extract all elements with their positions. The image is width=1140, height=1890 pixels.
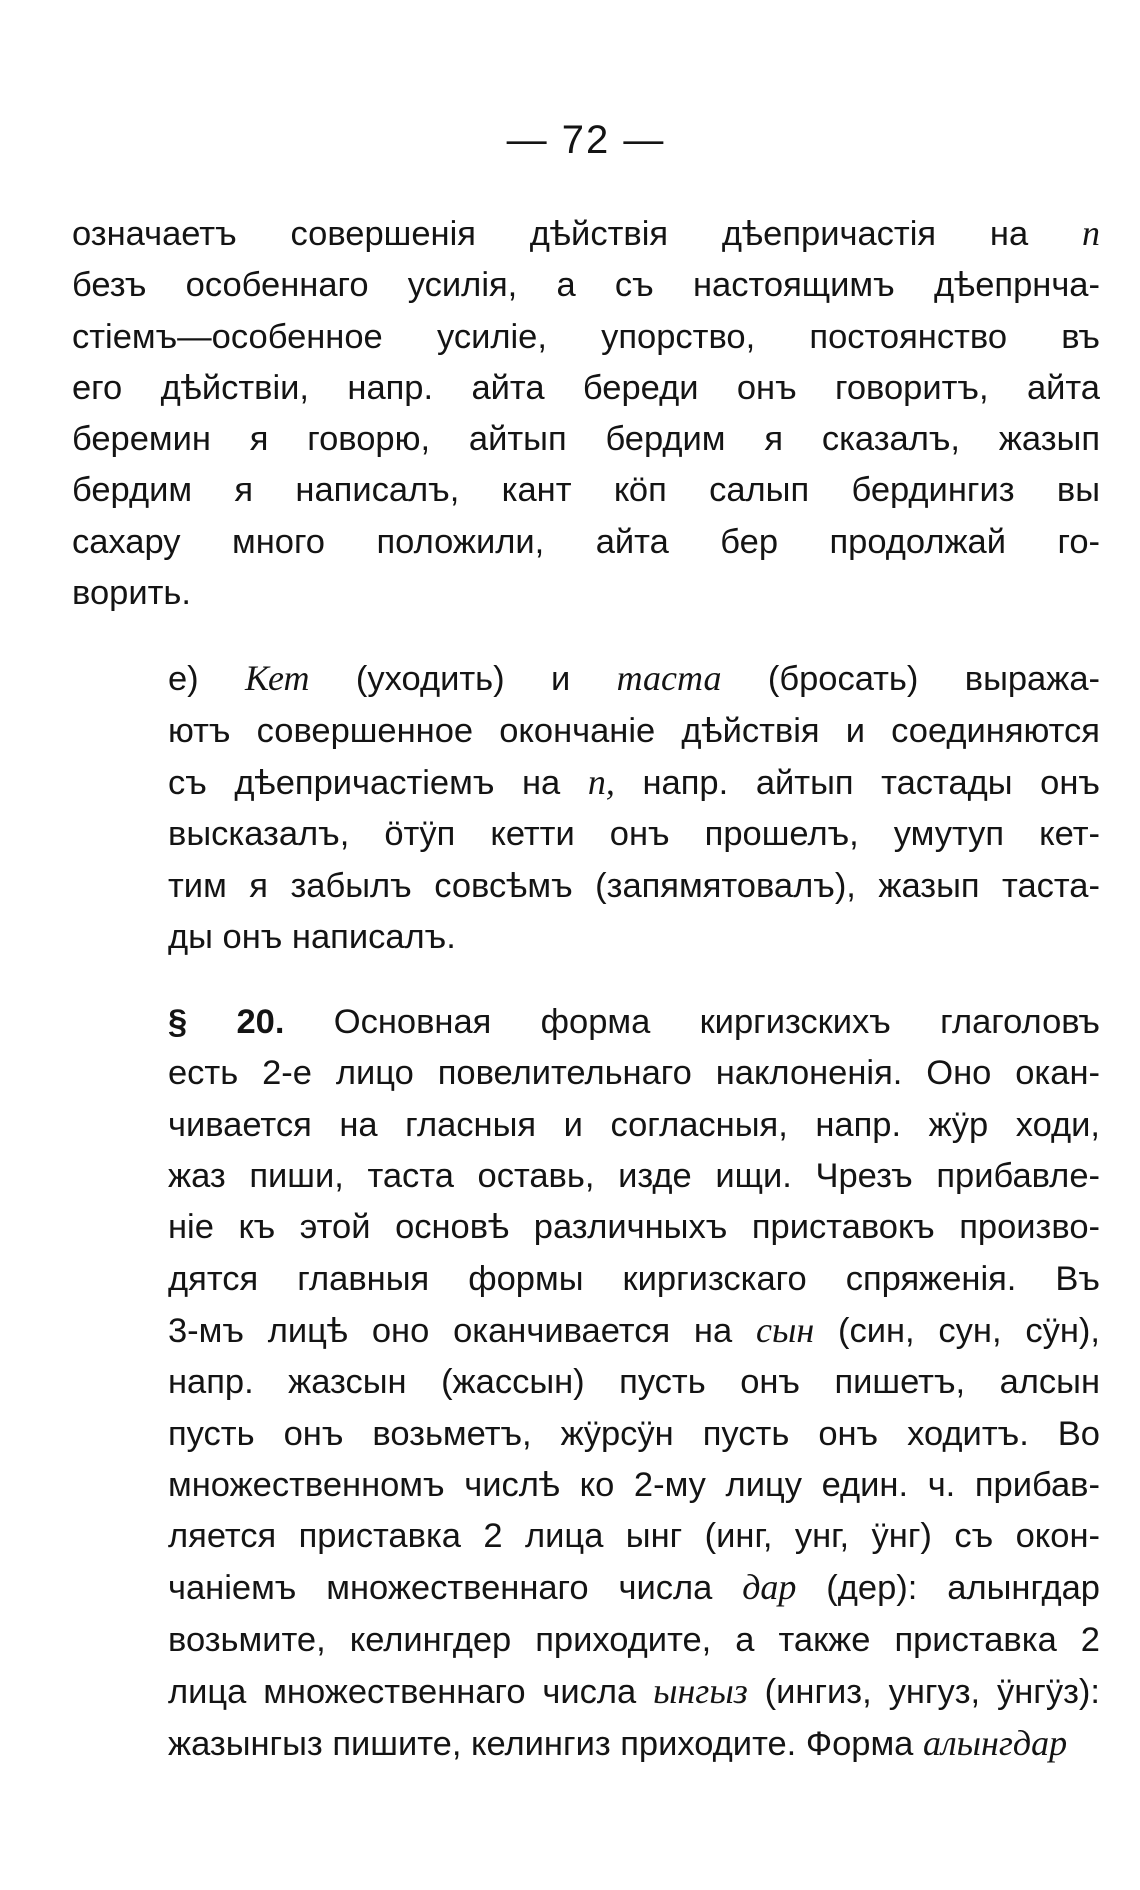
text-line: е) Кет (уходить) и таста (бросать) выража- (168, 658, 1101, 699)
text-line: ніе къ этой основѣ различныхъ приставокъ произво- (168, 1208, 1100, 1247)
italic-term: алынгдар (922, 1723, 1068, 1764)
text-line: ворить. (72, 574, 191, 613)
text-line: есть 2-е лицо повелительнаго наклоненія. Оно окан- (168, 1054, 1100, 1093)
text-line: бердим я написалъ, кант кöп салып бердингиз вы (72, 471, 1100, 510)
text-line: § 20. Основная форма киргизскихъ глаголовъ (168, 1003, 1100, 1042)
italic-term: таста (616, 658, 722, 699)
text-line: лица множественнаго числа ынгыз (ингиз, унгуз, ӱнгӱз): (168, 1671, 1100, 1712)
document-page (72, 112, 1100, 1771)
paragraph-1 (72, 208, 1100, 619)
text-line: возьмите, келингдер приходите, а также приставка 2 (168, 1620, 1100, 1659)
paragraph-3 (72, 997, 1100, 1770)
text-line: ды онъ написалъ. (168, 917, 456, 956)
section-number: § 20. (168, 1003, 285, 1042)
text-line: съ дѣепричастіемъ на п, напр. айтып тастады онъ (168, 761, 1100, 802)
text-line: сахару много положили, айта бер продолжай го- (72, 522, 1100, 561)
text-line: ляется приставка 2 лица ынг (инг, унг, ӱнг) съ окон- (168, 1517, 1100, 1556)
italic-term: дар (742, 1567, 797, 1608)
italic-term: п (1082, 213, 1100, 253)
text-line: высказалъ, öтӱп кетти онъ прошелъ, умутуп кет- (168, 815, 1100, 854)
italic-term: сын (755, 1309, 815, 1350)
text-line: стіемъ—особенное усиліе, упорство, постоянство въ (72, 317, 1100, 356)
text-line: его дѣйствіи, напр. айта береди онъ говоритъ, айта (72, 368, 1100, 407)
text-line: тим я забылъ совсѣмъ (запямятовалъ), жазып таста- (168, 866, 1100, 905)
italic-term: ынгыз (653, 1671, 748, 1712)
page-number: — 72 — (506, 118, 666, 162)
text-line: множественномъ числѣ ко 2-му лицу един. ч. прибав- (168, 1465, 1100, 1504)
text-line: безъ особеннаго усилія, а съ настоящимъ дѣепрнча- (72, 266, 1100, 305)
text-line: жазынгыз пишите, келингиз приходите. Форма алынгдар (168, 1723, 1068, 1764)
text-line: 3-мъ лицѣ оно оканчивается на сын (син, сун, сӱн), (168, 1309, 1100, 1350)
italic-term: Кет (245, 658, 310, 699)
text-line: жаз пиши, таста оставь, изде ищи. Чрезъ прибавле- (168, 1157, 1100, 1196)
text-line: беремин я говорю, айтып бердим я сказалъ, жазып (72, 420, 1100, 459)
italic-term: п, (587, 761, 615, 802)
text-line: напр. жазсын (жассын) пусть онъ пишетъ, алсын (168, 1363, 1100, 1402)
text-line: пусть онъ возьметъ, жӱрсӱн пусть онъ ходитъ. Во (168, 1414, 1100, 1453)
text-line: чаніемъ множественнаго числа дар (дер): алынгдар (168, 1567, 1100, 1608)
paragraph-2 (72, 653, 1100, 963)
text-line: ютъ совершенное окончаніе дѣйствія и соединяются (168, 711, 1100, 750)
text-line: означаетъ совершенія дѣйствія дѣепричастія на п (72, 213, 1100, 253)
text-line: чивается на гласныя и согласныя, напр. жӱр ходи, (168, 1105, 1100, 1144)
text-line: дятся главныя формы киргизскаго спряженія. Въ (168, 1259, 1100, 1298)
